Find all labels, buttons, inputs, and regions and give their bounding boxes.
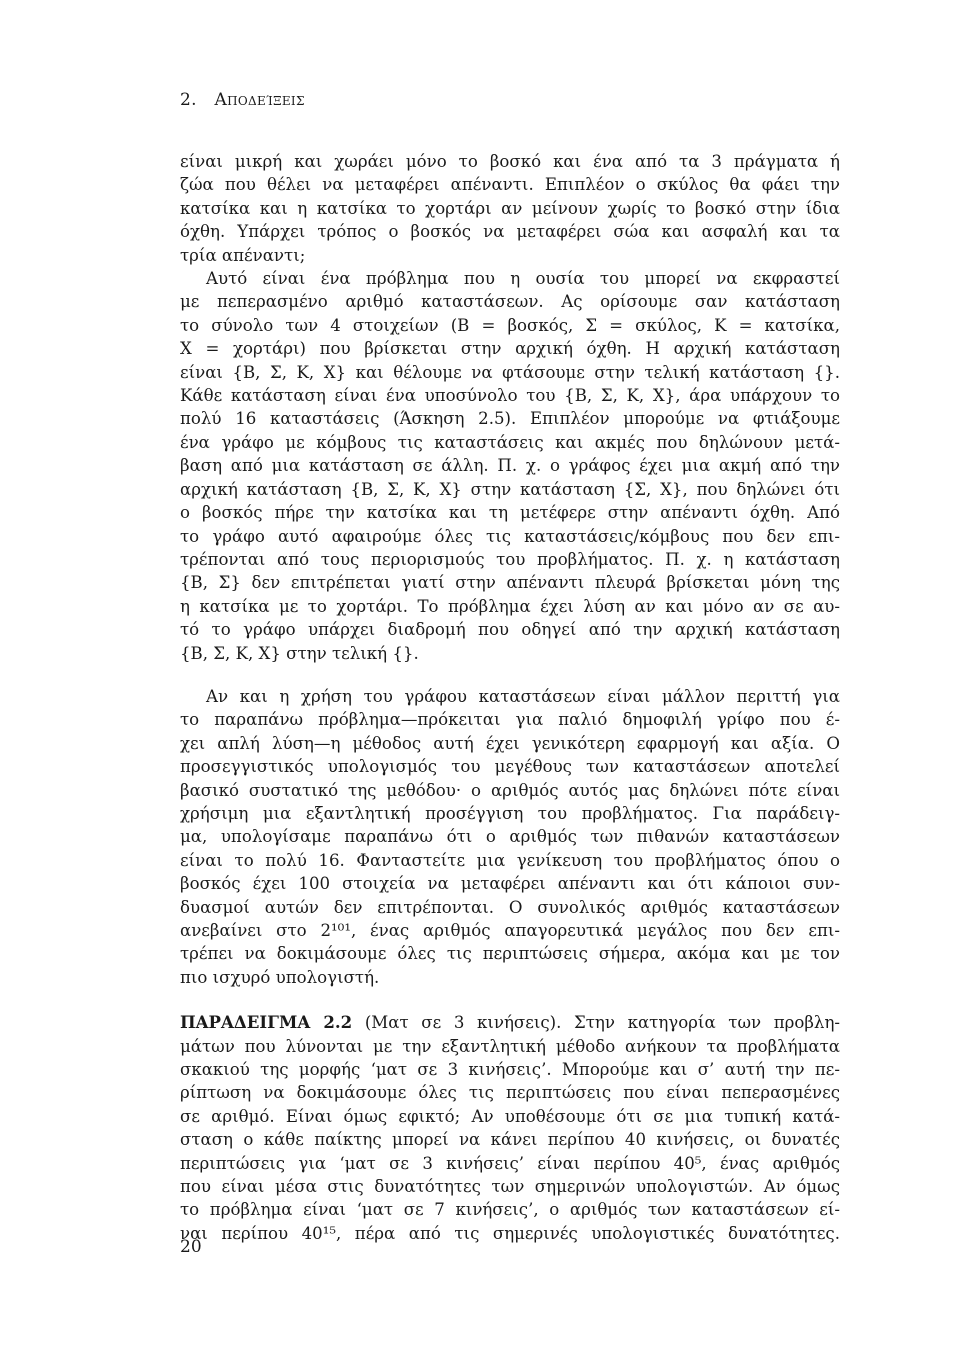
- text-line: το παραπάνω πρόβλημα—πρόκειται για παλιό δημοφιλή γρίφο που έ-: [180, 710, 840, 730]
- text-line: το γράφο αυτό αφαιρούμε όλες τις καταστάσεις/κόμβους που δεν επι-: [180, 526, 840, 546]
- text-line: μάτων που λύνονται με την εξαντλητική μέθοδο ανήκουν τα προβλήματα: [180, 1036, 840, 1056]
- text-line: βαση από μια κατάσταση σε άλλη. Π. χ. ο γράφος έχει μια ακμή από την: [180, 456, 840, 476]
- text-line: είναι το πολύ 16. Φανταστείτε μια γενίκευση του προβλήματος όπου ο: [180, 850, 840, 870]
- text-line: βοσκός έχει 100 στοιχεία να μεταφέρει απέναντι και ότι κάποιοι συν-: [180, 874, 840, 894]
- example-title-rest: (Ματ σε 3 κινήσεις). Στην κατηγορία των προβλη-: [352, 1013, 840, 1033]
- text-line: χει απλή λύση—η μέθοδος αυτή έχει γενικότερη εφαρμογή και αξία. Ο: [180, 733, 840, 753]
- example-first-line: [180, 1011, 840, 1034]
- text-line: με πεπερασμένο αριθμό καταστάσεων. Ας ορίσουμε σαν κατάσταση: [180, 292, 840, 312]
- text-line: τρέπονται από τους περιορισμούς του προβλήματος. Π. χ. η κατάσταση: [180, 549, 840, 569]
- paragraph-3: [180, 685, 840, 989]
- paragraph-spacer: [180, 665, 840, 685]
- text-line: ανεβαίνει στο 2¹⁰¹, ένας αριθμός απαγορευτικά μεγάλος που δεν επι-: [180, 921, 840, 940]
- text-line: πολύ 16 καταστάσεις (Άσκηση 2.5). Επιπλέον μπορούμε να φτιάξουμε: [180, 409, 840, 429]
- text-line: σε αριθμό. Είναι όμως εφικτό; Αν υποθέσουμε ότι σε μια τυπική κατά-: [180, 1106, 840, 1126]
- text-line: ο βοσκός πήρε την κατσίκα και τη μετέφερε στην απέναντι όχθη. Από: [180, 503, 840, 523]
- example-label: ΠΑΡΑΔΕΙΓΜΑ 2.2: [180, 1012, 353, 1033]
- section-title: Αποδείξεις: [214, 90, 305, 110]
- paragraph-spacer: [180, 989, 840, 1011]
- text-line: σταση ο κάθε παίκτης μπορεί να κάνει περίπου 40 κινήσεις, οι δυνατές: [180, 1130, 840, 1150]
- text-line: Αν και η χρήση του γράφου καταστάσεων είναι μάλλον περιττή για: [206, 686, 840, 706]
- text-line: ζώα που θέλει να μεταφέρει απέναντι. Επιπλέον ο σκύλος θα φάει την: [180, 175, 840, 195]
- text-line: {Β, Σ} δεν επιτρέπεται γιατί στην απέναντι πλευρά βρίσκεται μόνη της: [180, 573, 840, 593]
- text-line: που είναι μέσα στις δυνατότητες των σημερινών υπολογιστών. Αν όμως: [180, 1177, 840, 1197]
- example-block: [180, 1011, 840, 1245]
- text-line: όχθη. Υπάρχει τρόπος ο βοσκός να μεταφέρει σώα και ασφαλή και τα: [180, 222, 840, 242]
- body-text: [180, 150, 840, 1245]
- text-line: {Β, Σ, Κ, Χ} στην τελική {}.: [180, 643, 419, 663]
- text-line: τό το γράφο υπάρχει διαδρομή που οδηγεί από την αρχική κατάσταση: [180, 620, 840, 640]
- text-line: βασικό συστατικό της μεθόδου· ο αριθμός αυτός μας δηλώνει πότε είναι: [180, 780, 840, 800]
- text-line: κατσίκα και η κατσίκα το χορτάρι αν μείνουν χωρίς το βοσκό στην ίδια: [180, 198, 840, 218]
- text-line: ένα γράφο με κόμβους τις καταστάσεις και ακμές που δηλώνουν μετά-: [180, 432, 840, 452]
- text-line: Κάθε κατάσταση είναι ένα υποσύνολο του {Β, Σ, Κ, Χ}, άρα υπάρχουν το: [180, 386, 840, 406]
- paragraph-2: [180, 267, 840, 665]
- text-line: Αυτό είναι ένα πρόβλημα που η ουσία του μπορεί να εκφραστεί: [206, 269, 840, 289]
- text-line: το πρόβλημα είναι ‘ματ σε 7 κινήσεις’, ο αριθμός των καταστάσεων εί-: [180, 1200, 840, 1220]
- text-line: είναι μικρή και χωράει μόνο το βοσκό και ένα από τα 3 πράγματα ή: [180, 152, 840, 171]
- text-line: αρχική κατάσταση {Β, Σ, Κ, Χ} στην κατάσταση {Σ, Χ}, που δηλώνει ότι: [180, 479, 840, 499]
- text-line: σκακιού της μορφής ‘ματ σε 3 κινήσεις’. Μπορούμε και σ’ αυτή την πε-: [180, 1060, 840, 1080]
- text-line: το σύνολο των 4 στοιχείων (Β = βοσκός, Σ = σκύλος, Κ = κατσίκα,: [180, 315, 840, 335]
- text-line: δυασμοί αυτών δεν επιτρέπονται. Ο συνολικός αριθμός καταστάσεων: [180, 897, 840, 917]
- running-header: [180, 90, 305, 110]
- text-line: Χ = χορτάρι) που βρίσκεται στην αρχική όχθη. Η αρχική κατάσταση: [180, 339, 840, 359]
- text-line: περιπτώσεις για ‘ματ σε 3 κινήσεις’ είναι περίπου 40⁵, ένας αριθμός: [180, 1153, 840, 1173]
- text-line: ρίπτωση να δοκιμάσουμε όλες τις περιπτώσεις που είναι πεπερασμένες: [180, 1083, 840, 1103]
- text-line: η κατσίκα με το χορτάρι. Το πρόβλημα έχει λύση αν και μόνο αν σε αυ-: [180, 596, 840, 616]
- text-line: χρήσιμη μια εξαντλητική προσέγγιση του προβλήματος. Για παράδειγ-: [180, 803, 840, 823]
- text-line: ναι περίπου 40¹⁵, πέρα από τις σημερινές υπολογιστικές δυνατότητες.: [180, 1223, 840, 1243]
- text-line: είναι {Β, Σ, Κ, Χ} και θέλουμε να φτάσουμε στην τελική κατάσταση {}.: [180, 362, 840, 382]
- text-line: προσεγγιστικός υπολογισμός του μεγέθους των καταστάσεων αποτελεί: [180, 757, 840, 777]
- text-line: τρία απέναντι;: [180, 245, 306, 265]
- text-line: πιο ισχυρό υπολογιστή.: [180, 967, 380, 987]
- text-line: μα, υπολογίσαμε παραπάνω ότι ο αριθμός των πιθανών καταστάσεων: [180, 827, 840, 847]
- paragraph-1: [180, 150, 840, 267]
- text-line: τρέπει να δοκιμάσουμε όλες τις περιπτώσεις σήμερα, ακόμα και με τον: [180, 944, 840, 964]
- page-number: 20: [180, 1237, 202, 1257]
- section-number: 2.: [180, 90, 197, 110]
